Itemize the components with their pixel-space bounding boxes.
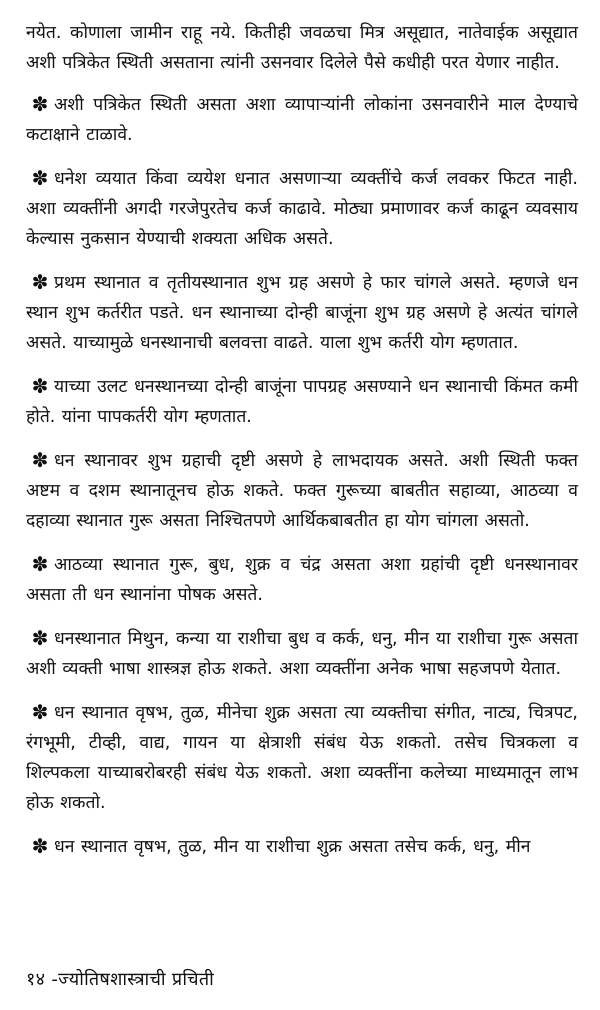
asterisk-bullet-icon: ✽ [31, 700, 49, 724]
paragraph [26, 90, 578, 150]
paragraph [26, 698, 578, 818]
asterisk-bullet-icon: ✽ [31, 92, 49, 116]
paragraph-text: धनस्थानात मिथुन, कन्या या राशीचा बुध व कर्क, धनु, मीन या राशीचा गुरू असता अशी व्यक्ती भाषा शास्त्रज्ञ होऊ शकते. अशा व्यक्तींना अनेक भाषा सहजपणे येतात. [26, 629, 578, 679]
paragraph [26, 164, 578, 254]
paragraph [26, 446, 578, 536]
paragraph-text: अशी पत्रिकेत स्थिती असता अशा व्यापाऱ्यांनी लोकांना उसनवारीने माल देण्याचे कटाक्षाने टाळावे. [26, 95, 578, 145]
page-number: १४ [26, 969, 46, 990]
paragraph-text: याच्या उलट धनस्थानच्या दोन्ही बाजूंना पापग्रह असण्याने धन स्थानाची किंमत कमी होते. यांना पापकर्तरी योग म्हणतात. [26, 377, 578, 427]
page-footer [26, 966, 214, 994]
asterisk-bullet-icon: ✽ [31, 626, 49, 650]
paragraph [26, 550, 578, 610]
paragraph-text: धन स्थानात वृषभ, तुळ, मीनेचा शुक्र असता त्या व्यक्तीचा संगीत, नाट्य, चित्रपट, रंगभूमी, टीव्ही, वाद्य, गायन या क्षेत्राशी संबंध येऊ शकतो. तसेच चित्रकला व शिल्पकला याच्याबरोबरही संबंध येऊ शकतो. अशा व्यक्तींना कलेच्या माध्यमातून लाभ होऊ शकतो. [26, 703, 578, 813]
paragraph-text: प्रथम स्थानात व तृतीयस्थानात शुभ ग्रह असणे हे फार चांगले असते. म्हणजे धन स्थान शुभ कर्तरीत पडते. धन स्थानाच्या दोन्ही बाजूंना शुभ ग्रह असणे हे अत्यंत चांगले असते. याच्यामुळे धनस्थानाची बलवत्ता वाढते. याला शुभ कर्तरी योग म्हणतात. [26, 273, 578, 353]
paragraph-text: धन स्थानावर शुभ ग्रहाची दृष्टी असणे हे लाभदायक असते. अशी स्थिती फक्त अष्टम व दशम स्थानातूनच होऊ शकते. फक्त गुरूच्या बाबतीत सहाव्या, आठव्या व दहाव्या स्थानात गुरू असता निश्चितपणे आर्थिकबाबतीत हा योग चांगला असतो. [26, 451, 578, 531]
paragraph-text: धन स्थानात वृषभ, तुळ, मीन या राशीचा शुक्र असता तसेच कर्क, धनु, मीन [54, 837, 531, 857]
paragraph-text: नयेत. कोणाला जामीन राहू नये. कितीही जवळचा मित्र असूद्यात, नातेवाईक असूद्यात अशी पत्रिकेत स्थिती असताना त्यांनी उसनवार दिलेले पैसे कधीही परत येणार नाहीत. [26, 23, 578, 73]
paragraph-text: धनेश व्ययात किंवा व्ययेश धनात असणाऱ्या व्यक्तींचे कर्ज लवकर फिटत नाही. अशा व्यक्तींनी अगदी गरजेपुरतेच कर्ज काढावे. मोठ्या प्रमाणावर कर्ज काढून व्यवसाय केल्यास नुकसान येण्याची शक्यता अधिक असते. [26, 169, 578, 249]
paragraph [26, 18, 578, 78]
book-title: -ज्योतिषशास्त्राची प्रचिती [51, 969, 215, 990]
asterisk-bullet-icon: ✽ [31, 834, 49, 858]
paragraph [26, 372, 578, 432]
paragraph [26, 268, 578, 358]
asterisk-bullet-icon: ✽ [31, 552, 49, 576]
paragraph [26, 832, 578, 862]
paragraph-text: आठव्या स्थानात गुरू, बुध, शुक्र व चंद्र असता अशा ग्रहांची दृष्टी धनस्थानावर असता ती धन स्थानांना पोषक असते. [26, 555, 578, 605]
asterisk-bullet-icon: ✽ [31, 166, 49, 190]
body-text [26, 18, 578, 862]
asterisk-bullet-icon: ✽ [31, 374, 49, 398]
asterisk-bullet-icon: ✽ [31, 448, 49, 472]
asterisk-bullet-icon: ✽ [31, 270, 49, 294]
paragraph [26, 624, 578, 684]
